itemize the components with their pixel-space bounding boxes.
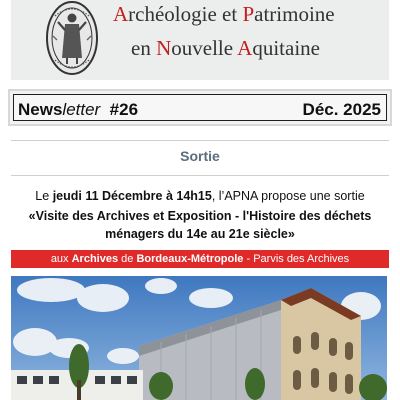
divider-bottom (11, 175, 389, 176)
event-title: «Visite des Archives et Exposition - l'Histoire des déchets ménagers du 14e au 21e siècle» (28, 209, 372, 241)
header-banner (11, 0, 389, 80)
title-text-part: quitaine (252, 36, 320, 60)
location-banner (11, 250, 389, 268)
banner-text-part: aux (50, 253, 72, 265)
title-text-part: ouvelle (171, 36, 238, 60)
intro-text (0, 189, 400, 203)
newsletter-bar-inner (13, 94, 387, 121)
title-text-part: A (113, 2, 129, 26)
title-text-part: atrimoine (254, 2, 335, 26)
section-title: Sortie (180, 148, 220, 164)
title-text-part: rchéologie et (128, 2, 243, 26)
medieval-seal-icon (45, 0, 99, 76)
intro-date: jeudi 11 Décembre à 14h15 (52, 189, 212, 203)
intro-suffix: , l’APNA propose une sortie (211, 189, 365, 203)
newsletter-date: Déc. 2025 (302, 100, 381, 119)
intro-prefix: Le (35, 189, 53, 203)
banner-text-part: Archives (71, 253, 119, 265)
newsletter-bar (8, 89, 392, 126)
title-line-1 (113, 2, 335, 27)
newsletter-number: #26 (109, 100, 139, 119)
newsletter-letter-word: letter (62, 100, 101, 119)
newsletter-news-word: News (18, 100, 63, 119)
title-text-part: en (131, 36, 157, 60)
banner-text-part: Bordeaux-Métropole (136, 253, 244, 265)
title-text-part: A (237, 36, 253, 60)
banner-text-part: - Parvis des Archives (243, 253, 350, 265)
title-line-2 (131, 36, 320, 61)
archives-building-photo (11, 276, 387, 400)
banner-text-part: de (118, 253, 137, 265)
newsletter-issue (18, 100, 138, 120)
title-text-part: N (156, 36, 172, 60)
title-text-part: P (242, 2, 255, 26)
divider-top (11, 140, 389, 141)
